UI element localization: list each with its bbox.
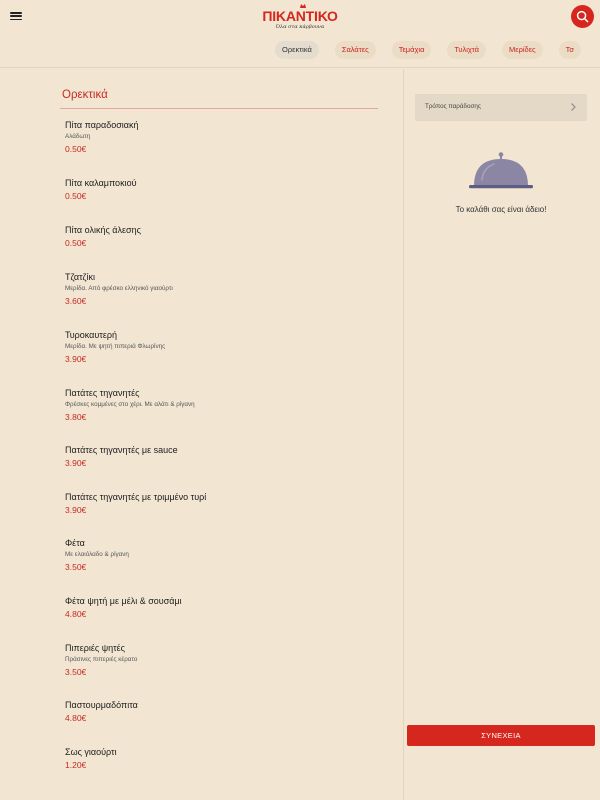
item-name: Πατάτες τηγανητές με τριμμένο τυρί — [65, 492, 207, 502]
item-price: 0.50€ — [65, 144, 87, 154]
item-price: 1.20€ — [65, 760, 87, 770]
item-description: Πράσινες πιπεριές κέρατο — [65, 656, 138, 663]
panel-divider — [403, 69, 404, 800]
search-icon — [576, 10, 589, 23]
item-name: Πιπεριές ψητές — [65, 643, 126, 653]
item-description: Μερίδα. Από φρέσκο ελληνικό γιαούρτι — [65, 285, 173, 292]
item-description: Μερίδα. Με ψητή πιπεριά Φλωρίνης — [65, 343, 166, 350]
item-price: 0.50€ — [65, 191, 87, 201]
item-price: 3.90€ — [65, 458, 87, 468]
menu-item[interactable] — [65, 388, 375, 423]
item-price: 3.50€ — [65, 667, 87, 677]
menu-item[interactable] — [65, 225, 375, 249]
menu-item[interactable] — [65, 120, 375, 155]
menu-item[interactable] — [65, 747, 375, 771]
logo-tagline: Όλα στα κάρβουνα — [275, 24, 325, 30]
menu-item[interactable] — [65, 596, 375, 620]
hamburger-icon[interactable] — [10, 10, 22, 22]
item-name: Πίτα παραδοσιακή — [65, 120, 139, 130]
tab-orektika[interactable]: Ορεκτικά — [275, 41, 319, 59]
item-description: Με ελαιόλαδο & ρίγανη — [65, 551, 129, 558]
category-tabs — [275, 41, 597, 59]
item-price: 4.80€ — [65, 713, 87, 723]
item-description: Φρέσκες κομμένες στο χέρι. Με αλάτι & ρίγανη — [65, 401, 195, 408]
tab-ts[interactable]: Τσ — [559, 41, 581, 59]
menu-item[interactable] — [65, 178, 375, 202]
menu-item[interactable] — [65, 538, 375, 573]
logo-crown-icon — [300, 4, 306, 8]
item-name: Πατάτες τηγανητές — [65, 388, 140, 398]
item-price: 3.60€ — [65, 296, 87, 306]
menu-item[interactable] — [65, 330, 375, 365]
menu-item[interactable] — [65, 700, 375, 724]
tab-merides[interactable]: Μερίδες — [502, 41, 543, 59]
item-name: Φέτα — [65, 538, 85, 548]
search-button[interactable] — [571, 5, 594, 28]
item-price: 3.80€ — [65, 412, 87, 422]
item-name: Πίτα καλαμποκιού — [65, 178, 137, 188]
section-title: Ορεκτικά — [62, 89, 108, 101]
item-price: 3.90€ — [65, 354, 87, 364]
item-price: 3.50€ — [65, 562, 87, 572]
logo-text: ΠΙΚΑΝΤΙΚΟ — [262, 8, 338, 24]
section-divider — [60, 108, 378, 109]
item-name: Παστουρμαδόπιτα — [65, 700, 138, 710]
item-name: Σως γιαούρτι — [65, 747, 117, 757]
continue-button[interactable]: ΣΥΝΕΧΕΙΑ — [407, 725, 595, 746]
logo[interactable] — [250, 4, 350, 34]
delivery-method-selector[interactable] — [415, 94, 587, 121]
menu-item[interactable] — [65, 445, 375, 469]
item-price: 4.80€ — [65, 609, 87, 619]
tab-temaxia[interactable]: Τεμάχια — [392, 41, 432, 59]
top-bar — [0, 0, 600, 68]
item-name: Φέτα ψητή με μέλι & σουσάμι — [65, 596, 182, 606]
item-name: Τζατζίκι — [65, 272, 95, 282]
item-name: Πατάτες τηγανητές με sauce — [65, 445, 178, 455]
cart-empty-message: Το καλάθι σας είναι άδειο! — [455, 205, 547, 214]
menu-item[interactable] — [65, 643, 375, 678]
item-description: Αλάδωτη — [65, 133, 91, 140]
item-name: Πίτα ολικής άλεσης — [65, 225, 141, 235]
menu-item[interactable] — [65, 492, 375, 516]
item-price: 0.50€ — [65, 238, 87, 248]
menu-item[interactable] — [65, 272, 375, 307]
chevron-right-icon — [569, 102, 577, 112]
delivery-method-label: Τρόπος παράδοσης — [425, 103, 481, 110]
tab-tylixta[interactable]: Τυλιχτά — [447, 41, 486, 59]
cloche-icon — [466, 150, 536, 192]
item-price: 3.90€ — [65, 505, 87, 515]
item-name: Τυροκαυτερή — [65, 330, 117, 340]
tab-salates[interactable]: Σαλάτες — [335, 41, 376, 59]
